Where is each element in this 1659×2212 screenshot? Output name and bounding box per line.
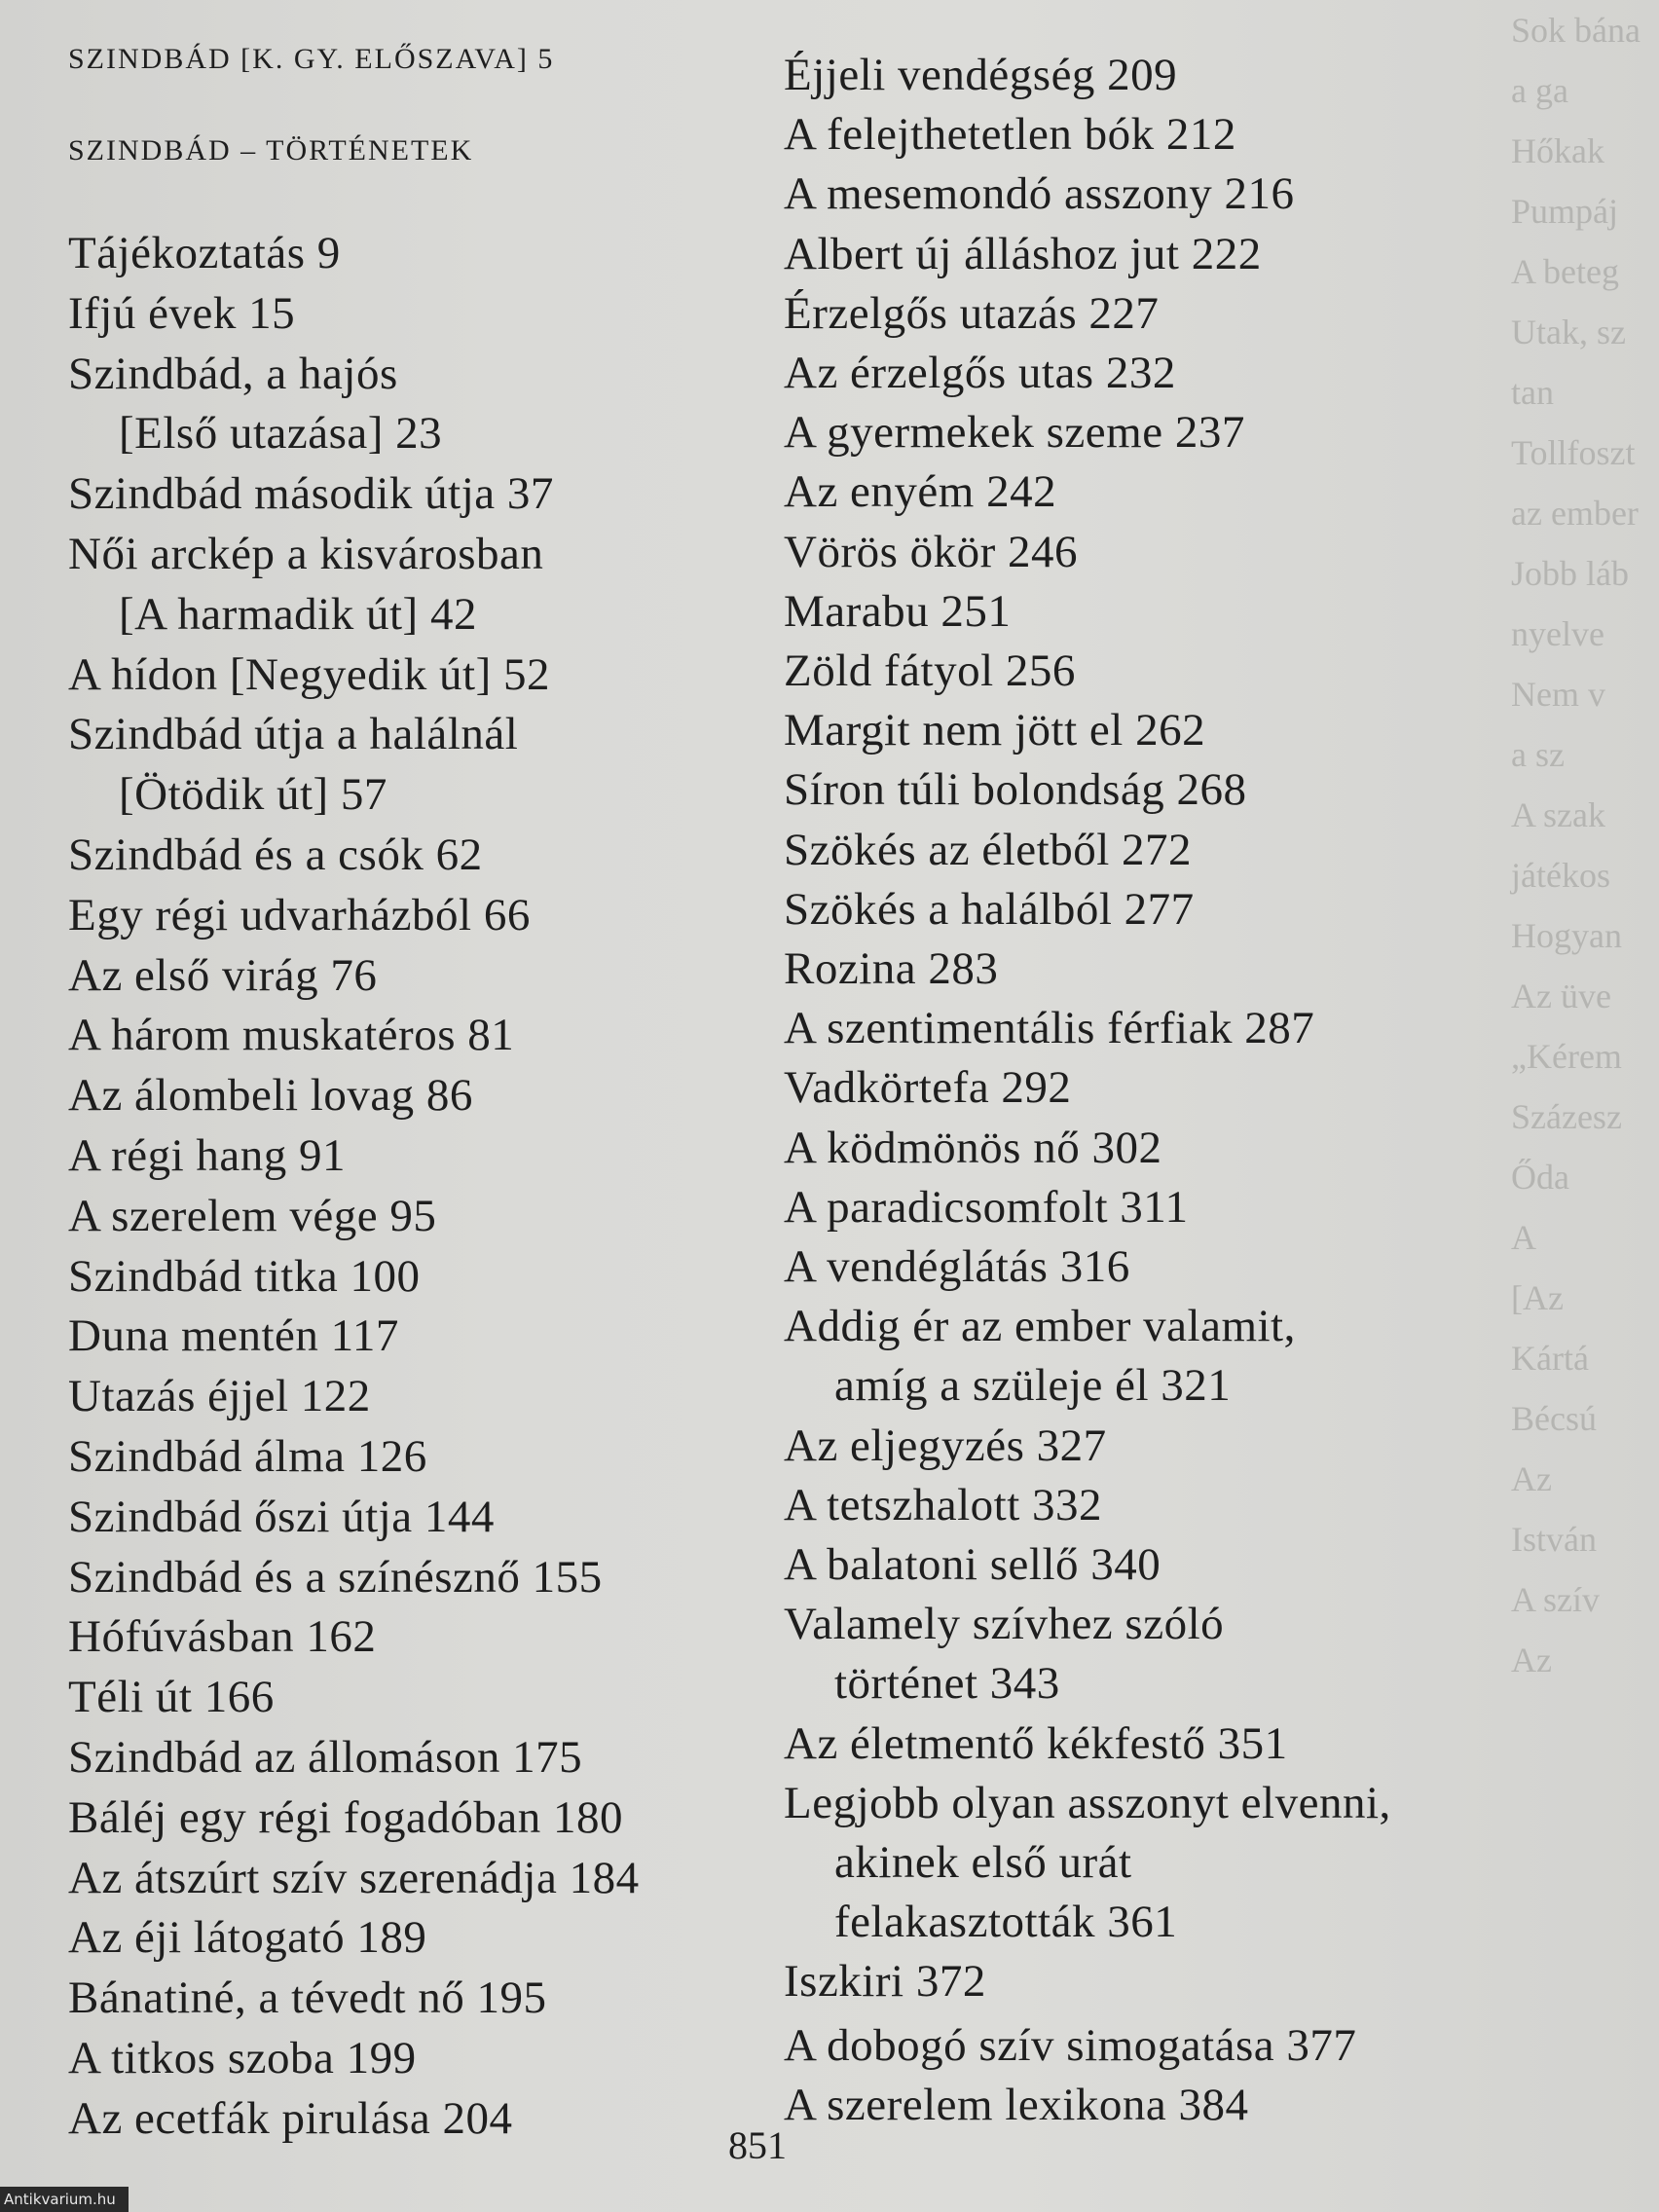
toc-entry: Duna mentén 117 [68, 1310, 399, 1362]
bleed-line: Hőkak [1511, 131, 1604, 170]
bleed-line: Nem v [1511, 675, 1605, 714]
bleed-line: [Az [1511, 1278, 1564, 1317]
bleed-line: Az [1511, 1641, 1552, 1679]
toc-entry: Az álombeli lovag 86 [68, 1070, 473, 1122]
toc-entry: Hófúvásban 162 [68, 1611, 377, 1663]
toc-entry: A szentimentális férfiak 287 [784, 1003, 1315, 1054]
toc-entry: Valamely szívhez szóló [784, 1599, 1225, 1650]
toc-entry: A vendéglátás 316 [784, 1241, 1130, 1292]
running-head-2: SZINDBÁD – TÖRTÉNETEK [68, 134, 474, 166]
toc-entry: Téli út 166 [68, 1672, 275, 1723]
bleed-line: Utak, sz [1511, 313, 1626, 351]
bleed-line: István [1511, 1520, 1597, 1559]
toc-entry: [A harmadik út] 42 [119, 588, 477, 640]
bleed-line: A szak [1511, 795, 1605, 834]
toc-entry: A titkos szoba 199 [68, 2033, 417, 2083]
toc-entry: A balatoni sellő 340 [784, 1539, 1161, 1590]
bleed-line: Az [1511, 1459, 1552, 1498]
toc-entry: A dobogó szív simogatása 377 [784, 2019, 1357, 2071]
toc-entry: Éjjeli vendégség 209 [784, 50, 1178, 100]
toc-entry: felakasztották 361 [834, 1897, 1178, 1948]
toc-entry: Margit nem jött el 262 [784, 705, 1206, 756]
toc-entry: A szerelem vége 95 [68, 1190, 437, 1241]
bleed-line: a sz [1511, 735, 1565, 774]
toc-entry: Utazás éjjel 122 [68, 1371, 371, 1422]
toc-entry: Női arckép a kisvárosban [68, 529, 544, 579]
bleed-line: az ember [1511, 494, 1639, 533]
toc-entry: Az érzelgős utas 232 [784, 348, 1176, 398]
bleed-line: Hogyan [1511, 916, 1622, 955]
bleed-line: Sok bána [1511, 11, 1641, 50]
toc-entry: Ifjú évek 15 [68, 287, 296, 339]
toc-entry: Szindbád útja a halálnál [68, 709, 519, 760]
toc-entry: Érzelgős utazás 227 [784, 287, 1160, 339]
toc-entry: Síron túli bolondság 268 [784, 764, 1247, 816]
toc-entry: Vadkörtefa 292 [784, 1062, 1072, 1114]
toc-entry: amíg a szüleje él 321 [834, 1360, 1232, 1412]
toc-entry: Iszkiri 372 [784, 1956, 986, 2008]
bleed-line: tan [1511, 373, 1554, 412]
watermark: Antikvarium.hu [0, 2187, 129, 2212]
bleed-line: Az üve [1511, 977, 1611, 1015]
bleed-line: Kártá [1511, 1339, 1589, 1378]
toc-entry: A hídon [Negyedik út] 52 [68, 648, 550, 700]
bleed-line: Jobb láb [1511, 554, 1629, 593]
page-number: 851 [728, 2123, 787, 2167]
toc-entry: A szerelem lexikona 384 [784, 2079, 1249, 2130]
toc-entry: Bánatiné, a tévedt nő 195 [68, 1972, 547, 2024]
bleed-line: Pumpáj [1511, 192, 1619, 231]
toc-entry: Szindbád titka 100 [68, 1250, 421, 1302]
toc-entry: A régi hang 91 [68, 1130, 347, 1181]
toc-entry: Az eljegyzés 327 [784, 1419, 1107, 1471]
bleed-line: Bécsú [1511, 1399, 1597, 1438]
bleed-line: „Kérem [1511, 1037, 1622, 1076]
toc-entry: Albert új álláshoz jut 222 [784, 228, 1262, 279]
toc-entry: Az első virág 76 [68, 949, 378, 1001]
toc-entry: Legjobb olyan asszonyt elvenni, [784, 1777, 1391, 1828]
toc-entry: Az életmentő kékfestő 351 [784, 1717, 1288, 1769]
toc-entry: Egy régi udvarházból 66 [68, 889, 531, 940]
bleed-line: Őda [1511, 1158, 1569, 1197]
toc-entry: Báléj egy régi fogadóban 180 [68, 1791, 623, 1843]
toc-entry: Az átszúrt szív szerenádja 184 [68, 1852, 640, 1903]
toc-entry: Szindbád második útja 37 [68, 468, 554, 520]
bleed-line: A beteg [1511, 252, 1619, 291]
toc-entry: A tetszhalott 332 [784, 1479, 1103, 1530]
toc-entry: akinek első urát [834, 1837, 1132, 1888]
toc-entry: A paradicsomfolt 311 [784, 1181, 1189, 1233]
toc-entry: történet 343 [834, 1658, 1060, 1710]
toc-entry: Marabu 251 [784, 585, 1012, 637]
bleed-line: a ga [1511, 71, 1568, 110]
toc-entry: Szindbád álma 126 [68, 1431, 427, 1482]
toc-entry: A mesemondó asszony 216 [784, 168, 1295, 220]
toc-entry: A gyermekek szeme 237 [784, 407, 1245, 459]
toc-entry: Szökés a halálból 277 [784, 883, 1195, 935]
bleed-line: A szív [1511, 1580, 1601, 1619]
toc-entry: [Ötödik út] 57 [119, 769, 387, 821]
toc-entry: Az enyém 242 [784, 466, 1057, 518]
toc-entry: Tájékoztatás 9 [68, 228, 341, 278]
toc-entry: Vörös ökör 246 [784, 526, 1079, 577]
toc-entry: Zöld fátyol 256 [784, 645, 1076, 696]
toc-entry: Szindbád, a hajós [68, 348, 398, 399]
toc-entry: A ködmönös nő 302 [784, 1122, 1162, 1173]
toc-entry: Szindbád és a csók 62 [68, 830, 483, 880]
toc-entry: Addig ér az ember valamit, [784, 1301, 1296, 1352]
bleed-through-text [1493, 0, 1659, 2142]
toc-entry: A felejthetetlen bók 212 [784, 109, 1236, 161]
toc-entry: Szökés az életből 272 [784, 824, 1193, 875]
toc-entry: Szindbád az állomáson 175 [68, 1732, 583, 1783]
bleed-line: A [1511, 1218, 1536, 1257]
bleed-line: nyelve [1511, 614, 1604, 653]
toc-entry: Szindbád és a színésznő 155 [68, 1551, 603, 1603]
bleed-line: Százesz [1511, 1097, 1622, 1136]
toc-entry: Az éji látogató 189 [68, 1912, 427, 1964]
bleed-line: játékos [1511, 856, 1610, 895]
toc-entry: A három muskatéros 81 [68, 1010, 515, 1061]
toc-entry: [Első utazása] 23 [119, 408, 443, 460]
bleed-line: Tollfoszt [1511, 433, 1636, 472]
toc-entry: Az ecetfák pirulása 204 [68, 2092, 513, 2144]
toc-entry: Szindbád őszi útja 144 [68, 1491, 495, 1542]
running-head-1: SZINDBÁD [K. GY. ELŐSZAVA] 5 [68, 43, 555, 75]
toc-entry: Rozina 283 [784, 943, 999, 994]
